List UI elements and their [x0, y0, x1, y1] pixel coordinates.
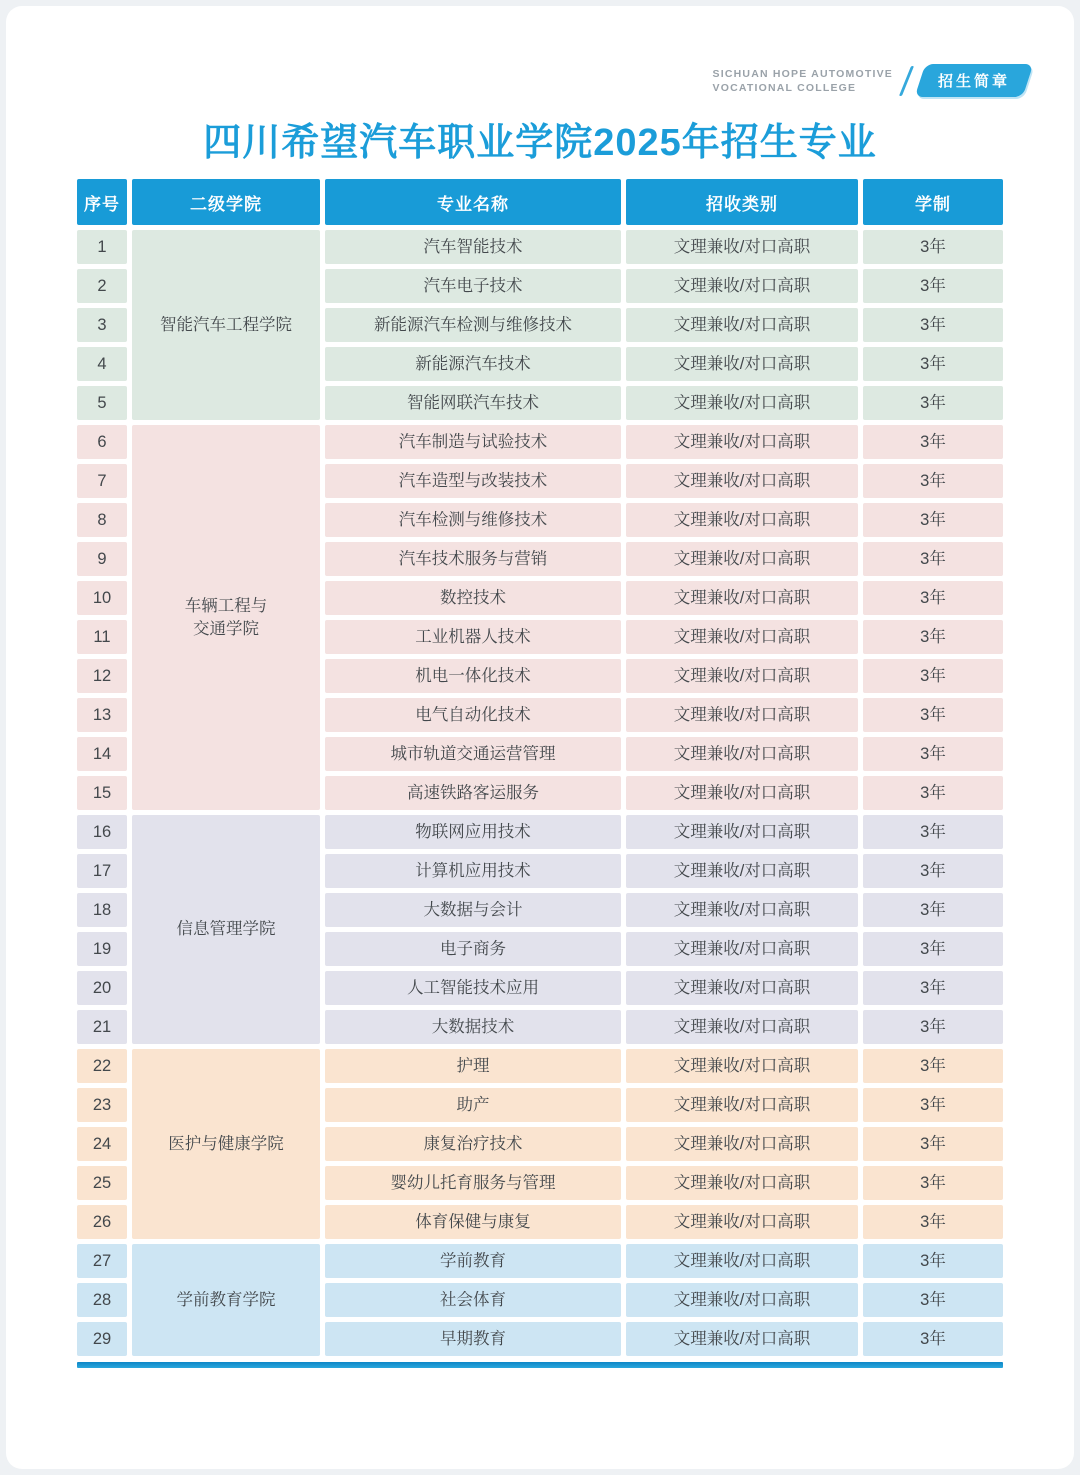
major-cell: 体育保健与康复	[325, 1205, 621, 1239]
major-cell: 婴幼儿托育服务与管理	[325, 1166, 621, 1200]
row-number-cell: 4	[77, 347, 127, 381]
duration-cell: 3年	[863, 932, 1003, 966]
admission-brochure-badge-label: 招生简章	[937, 73, 1010, 90]
category-cell: 文理兼收/对口高职	[626, 1244, 858, 1278]
duration-cell: 3年	[863, 386, 1003, 420]
category-cell: 文理兼收/对口高职	[626, 698, 858, 732]
category-cell: 文理兼收/对口高职	[626, 659, 858, 693]
header-duration: 学制	[863, 179, 1003, 225]
page-title: 四川希望汽车职业学院2025年招生专业	[203, 122, 877, 164]
category-cell: 文理兼收/对口高职	[626, 230, 858, 264]
row-number-cell: 12	[77, 659, 127, 693]
category-cell: 文理兼收/对口高职	[626, 893, 858, 927]
table-row	[77, 1049, 1003, 1083]
row-number-cell: 24	[77, 1127, 127, 1161]
major-cell: 学前教育	[325, 1244, 621, 1278]
college-cell: 医护与健康学院	[132, 1049, 320, 1239]
row-number-cell: 21	[77, 1010, 127, 1044]
row-number-cell: 22	[77, 1049, 127, 1083]
category-cell: 文理兼收/对口高职	[626, 308, 858, 342]
major-cell: 康复治疗技术	[325, 1127, 621, 1161]
category-cell: 文理兼收/对口高职	[626, 347, 858, 381]
major-cell: 机电一体化技术	[325, 659, 621, 693]
category-cell: 文理兼收/对口高职	[626, 620, 858, 654]
duration-cell: 3年	[863, 347, 1003, 381]
college-cell: 车辆工程与 交通学院	[132, 425, 320, 810]
row-number-cell: 10	[77, 581, 127, 615]
row-number-cell: 20	[77, 971, 127, 1005]
row-number-cell: 23	[77, 1088, 127, 1122]
major-cell: 大数据技术	[325, 1010, 621, 1044]
major-cell: 汽车智能技术	[325, 230, 621, 264]
major-cell: 人工智能技术应用	[325, 971, 621, 1005]
category-cell: 文理兼收/对口高职	[626, 269, 858, 303]
row-number-cell: 26	[77, 1205, 127, 1239]
header-college: 二级学院	[132, 179, 320, 225]
major-cell: 数控技术	[325, 581, 621, 615]
majors-table-body	[77, 230, 1003, 1356]
category-cell: 文理兼收/对口高职	[626, 854, 858, 888]
row-number-cell: 17	[77, 854, 127, 888]
duration-cell: 3年	[863, 1010, 1003, 1044]
slash-icon	[899, 66, 914, 96]
major-cell: 社会体育	[325, 1283, 621, 1317]
college-name-en	[713, 67, 893, 95]
row-number-cell: 14	[77, 737, 127, 771]
major-cell: 电子商务	[325, 932, 621, 966]
major-cell: 大数据与会计	[325, 893, 621, 927]
table-row	[77, 1244, 1003, 1278]
category-cell: 文理兼收/对口高职	[626, 425, 858, 459]
major-cell: 物联网应用技术	[325, 815, 621, 849]
duration-cell: 3年	[863, 1322, 1003, 1356]
row-number-cell: 5	[77, 386, 127, 420]
major-cell: 工业机器人技术	[325, 620, 621, 654]
row-number-cell: 7	[77, 464, 127, 498]
college-name-en-line1: SICHUAN HOPE AUTOMOTIVE	[712, 67, 893, 80]
table-row	[77, 230, 1003, 264]
duration-cell: 3年	[863, 464, 1003, 498]
major-cell: 计算机应用技术	[325, 854, 621, 888]
major-cell: 电气自动化技术	[325, 698, 621, 732]
category-cell: 文理兼收/对口高职	[626, 815, 858, 849]
row-number-cell: 2	[77, 269, 127, 303]
category-cell: 文理兼收/对口高职	[626, 776, 858, 810]
duration-cell: 3年	[863, 503, 1003, 537]
duration-cell: 3年	[863, 854, 1003, 888]
brand-row	[713, 64, 1028, 97]
major-cell: 汽车检测与维修技术	[325, 503, 621, 537]
row-number-cell: 18	[77, 893, 127, 927]
duration-cell: 3年	[863, 1088, 1003, 1122]
majors-table	[72, 174, 1008, 1361]
duration-cell: 3年	[863, 620, 1003, 654]
major-cell: 新能源汽车检测与维修技术	[325, 308, 621, 342]
row-number-cell: 28	[77, 1283, 127, 1317]
category-cell: 文理兼收/对口高职	[626, 581, 858, 615]
major-cell: 汽车技术服务与营销	[325, 542, 621, 576]
category-cell: 文理兼收/对口高职	[626, 1010, 858, 1044]
category-cell: 文理兼收/对口高职	[626, 1127, 858, 1161]
row-number-cell: 1	[77, 230, 127, 264]
row-number-cell: 13	[77, 698, 127, 732]
category-cell: 文理兼收/对口高职	[626, 932, 858, 966]
row-number-cell: 11	[77, 620, 127, 654]
duration-cell: 3年	[863, 776, 1003, 810]
row-number-cell: 27	[77, 1244, 127, 1278]
row-number-cell: 16	[77, 815, 127, 849]
duration-cell: 3年	[863, 698, 1003, 732]
header-major: 专业名称	[325, 179, 621, 225]
category-cell: 文理兼收/对口高职	[626, 971, 858, 1005]
table-row	[77, 425, 1003, 459]
header-category: 招收类别	[626, 179, 858, 225]
row-number-cell: 15	[77, 776, 127, 810]
duration-cell: 3年	[863, 815, 1003, 849]
college-cell: 信息管理学院	[132, 815, 320, 1044]
college-cell: 学前教育学院	[132, 1244, 320, 1356]
table-bottom-bar	[77, 1362, 1003, 1368]
major-cell: 高速铁路客运服务	[325, 776, 621, 810]
table-row	[77, 815, 1003, 849]
duration-cell: 3年	[863, 308, 1003, 342]
college-cell: 智能汽车工程学院	[132, 230, 320, 420]
table-header-row	[77, 179, 1003, 225]
category-cell: 文理兼收/对口高职	[626, 1283, 858, 1317]
row-number-cell: 29	[77, 1322, 127, 1356]
category-cell: 文理兼收/对口高职	[626, 1166, 858, 1200]
major-cell: 汽车造型与改装技术	[325, 464, 621, 498]
duration-cell: 3年	[863, 1205, 1003, 1239]
admission-brochure-badge	[915, 64, 1034, 97]
category-cell: 文理兼收/对口高职	[626, 1088, 858, 1122]
page-card	[6, 6, 1074, 1469]
category-cell: 文理兼收/对口高职	[626, 386, 858, 420]
category-cell: 文理兼收/对口高职	[626, 464, 858, 498]
duration-cell: 3年	[863, 1166, 1003, 1200]
category-cell: 文理兼收/对口高职	[626, 1322, 858, 1356]
row-number-cell: 19	[77, 932, 127, 966]
major-cell: 早期教育	[325, 1322, 621, 1356]
college-name-en-line2: VOCATIONAL COLLEGE	[712, 81, 857, 94]
row-number-cell: 6	[77, 425, 127, 459]
major-cell: 城市轨道交通运营管理	[325, 737, 621, 771]
duration-cell: 3年	[863, 971, 1003, 1005]
category-cell: 文理兼收/对口高职	[626, 1049, 858, 1083]
header-no: 序号	[77, 179, 127, 225]
duration-cell: 3年	[863, 581, 1003, 615]
category-cell: 文理兼收/对口高职	[626, 542, 858, 576]
row-number-cell: 8	[77, 503, 127, 537]
major-cell: 汽车电子技术	[325, 269, 621, 303]
duration-cell: 3年	[863, 542, 1003, 576]
duration-cell: 3年	[863, 893, 1003, 927]
category-cell: 文理兼收/对口高职	[626, 737, 858, 771]
duration-cell: 3年	[863, 1244, 1003, 1278]
duration-cell: 3年	[863, 230, 1003, 264]
category-cell: 文理兼收/对口高职	[626, 1205, 858, 1239]
row-number-cell: 25	[77, 1166, 127, 1200]
major-cell: 智能网联汽车技术	[325, 386, 621, 420]
major-cell: 助产	[325, 1088, 621, 1122]
duration-cell: 3年	[863, 1049, 1003, 1083]
major-cell: 新能源汽车技术	[325, 347, 621, 381]
major-cell: 汽车制造与试验技术	[325, 425, 621, 459]
majors-table-wrap	[72, 174, 1008, 1368]
duration-cell: 3年	[863, 659, 1003, 693]
duration-cell: 3年	[863, 269, 1003, 303]
duration-cell: 3年	[863, 1283, 1003, 1317]
duration-cell: 3年	[863, 425, 1003, 459]
duration-cell: 3年	[863, 1127, 1003, 1161]
duration-cell: 3年	[863, 737, 1003, 771]
row-number-cell: 3	[77, 308, 127, 342]
category-cell: 文理兼收/对口高职	[626, 503, 858, 537]
row-number-cell: 9	[77, 542, 127, 576]
major-cell: 护理	[325, 1049, 621, 1083]
